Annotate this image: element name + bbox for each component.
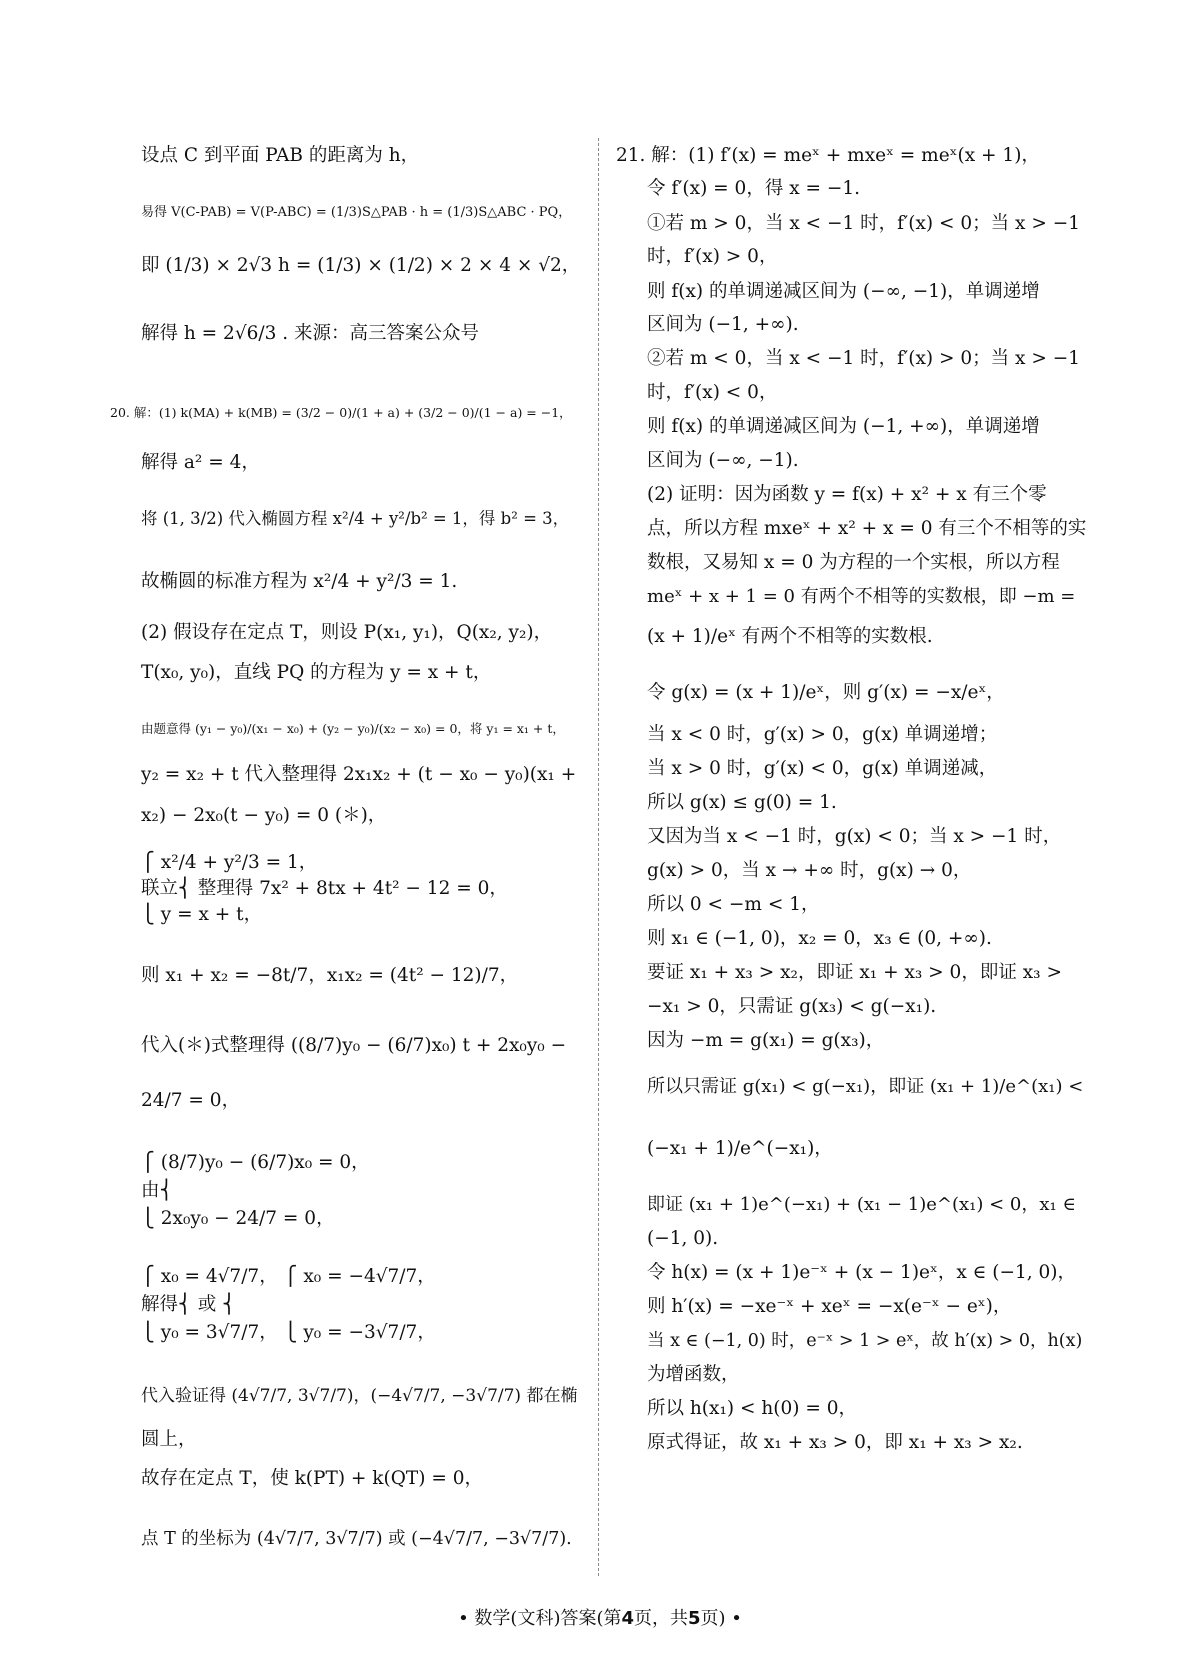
text-line: 则 f(x) 的单调递减区间为 (−1, +∞)，单调递增: [647, 416, 1040, 437]
text-line: 因为 −m = g(x₁) = g(x₃)，: [647, 1030, 885, 1051]
text-line: 易得 V(C-PAB) = V(P-ABC) = (1/3)S△PAB · h = (1/3)S△ABC · PQ，: [141, 205, 572, 220]
text-line: ⎧ (8/7)y₀ − (6/7)x₀ = 0，: [141, 1152, 370, 1173]
text-line: 联立⎨ 整理得 7x² + 8tx + 4t² − 12 = 0，: [141, 878, 508, 899]
text-line: ②若 m < 0，当 x < −1 时，f′(x) > 0；当 x > −1: [647, 348, 1080, 369]
text-line: ⎩ y = x + t，: [141, 904, 263, 925]
text-line: 所以 h(x₁) < h(0) = 0，: [647, 1398, 857, 1419]
text-line: 所以 g(x) ≤ g(0) = 1.: [647, 792, 837, 813]
text-line: 则 h′(x) = −xe⁻ˣ + xeˣ = −x(e⁻ˣ − eˣ)，: [647, 1296, 1012, 1317]
text-line: 故椭圆的标准方程为 x²/4 + y²/3 = 1.: [141, 571, 458, 592]
text-line: 原式得证，故 x₁ + x₃ > 0，即 x₁ + x₃ > x₂.: [647, 1432, 1023, 1453]
text-line: (−1, 0).: [647, 1228, 719, 1249]
right-column: [616, 128, 1086, 1580]
text-line: 则 x₁ + x₂ = −8t/7，x₁x₂ = (4t² − 12)/7，: [141, 965, 519, 986]
text-line: y₂ = x₂ + t 代入整理得 2x₁x₂ + (t − x₀ − y₀)(x₁ +: [141, 764, 577, 785]
text-line: 当 x ∈ (−1, 0) 时，e⁻ˣ > 1 > eˣ，故 h′(x) > 0，h(x): [647, 1331, 1083, 1351]
text-line: 令 f′(x) = 0，得 x = −1.: [647, 178, 861, 199]
text-line: 所以只需证 g(x₁) < g(−x₁)，即证 (x₁ + 1)/e^(x₁) <: [647, 1076, 1084, 1097]
text-line: ⎧ x₀ = 4√7/7， ⎧ x₀ = −4√7/7，: [141, 1266, 436, 1287]
footer-prefix: • 数学(文科)答案(第: [458, 1608, 622, 1629]
text-line: (x + 1)/eˣ 有两个不相等的实数根.: [647, 626, 933, 647]
text-line: 又因为当 x < −1 时，g(x) < 0；当 x > −1 时，: [647, 826, 1062, 847]
text-line: 设点 C 到平面 PAB 的距离为 h，: [141, 145, 420, 166]
text-line: meˣ + x + 1 = 0 有两个不相等的实数根，即 −m =: [647, 586, 1076, 607]
text-line: 时，f′(x) < 0，: [647, 382, 778, 403]
text-line: 代入验证得 (4√7/7, 3√7/7)，(−4√7/7, −3√7/7) 都在椭: [141, 1386, 578, 1406]
text-line: ⎩ y₀ = 3√7/7， ⎩ y₀ = −3√7/7，: [141, 1322, 436, 1343]
text-line: 所以 0 < −m < 1，: [647, 894, 820, 915]
text-line: 要证 x₁ + x₃ > x₂，即证 x₁ + x₃ > 0，即证 x₃ >: [647, 962, 1062, 983]
left-column: [110, 128, 580, 1580]
text-line: 由题意得 (y₁ − y₀)/(x₁ − x₀) + (y₂ − y₀)/(x₂ − x₀) = 0，将 y₁ = x₁ + t，: [141, 721, 565, 736]
text-line: 点 T 的坐标为 (4√7/7, 3√7/7) 或 (−4√7/7, −3√7/7).: [141, 1529, 572, 1549]
text-line: 24/7 = 0，: [141, 1090, 241, 1111]
text-line: 令 g(x) = (x + 1)/eˣ，则 g′(x) = −x/eˣ，: [647, 682, 1005, 703]
text-line: (−x₁ + 1)/e^(−x₁)，: [647, 1138, 833, 1159]
text-line: 当 x > 0 时，g′(x) < 0，g(x) 单调递减，: [647, 758, 998, 779]
text-line: 20. 解：(1) k(MA) + k(MB) = (3/2 − 0)/(1 + a) + (3/2 − 0)/(1 − a) = −1，: [110, 405, 572, 420]
text-line: (2) 假设存在定点 T，则设 P(x₁, y₁)，Q(x₂, y₂)，: [141, 622, 553, 643]
text-line: ①若 m > 0，当 x < −1 时，f′(x) < 0；当 x > −1: [647, 213, 1080, 234]
footer-suffix: 页) •: [700, 1608, 742, 1629]
text-line: 解得⎨ 或 ⎨: [141, 1294, 237, 1315]
page-footer: [0, 1604, 1200, 1630]
footer-middle: 页，共: [634, 1608, 689, 1629]
text-line: 则 x₁ ∈ (−1, 0)，x₂ = 0，x₃ ∈ (0, +∞).: [647, 928, 992, 949]
text-line: 将 (1, 3/2) 代入椭圆方程 x²/4 + y²/b² = 1，得 b² = 3，: [141, 509, 570, 528]
text-line: 代入(＊)式整理得 ((8/7)y₀ − (6/7)x₀) t + 2x₀y₀ −: [141, 1035, 567, 1056]
column-divider: [598, 138, 599, 1576]
text-line: T(x₀, y₀)，直线 PQ 的方程为 y = x + t，: [141, 662, 492, 683]
text-line: 即 (1/3) × 2√3 h = (1/3) × (1/2) × 2 × 4 × √2，: [141, 255, 581, 276]
text-line: x₂) − 2x₀(t − y₀) = 0 (＊)，: [141, 805, 387, 826]
text-line: 即证 (x₁ + 1)e^(−x₁) + (x₁ − 1)e^(x₁) < 0，x₁ ∈: [647, 1194, 1076, 1215]
text-line: 令 h(x) = (x + 1)e⁻ˣ + (x − 1)eˣ，x ∈ (−1, 0)，: [647, 1262, 1076, 1283]
text-line: 由⎨: [141, 1180, 174, 1201]
text-line: 圆上，: [141, 1429, 197, 1450]
text-line: 时，f′(x) > 0，: [647, 246, 778, 267]
text-line: 故存在定点 T，使 k(PT) + k(QT) = 0，: [141, 1468, 483, 1489]
text-line: −x₁ > 0，只需证 g(x₃) < g(−x₁).: [647, 996, 937, 1017]
text-line: 当 x < 0 时，g′(x) > 0，g(x) 单调递增；: [647, 724, 998, 745]
text-line: 21. 解：(1) f′(x) = meˣ + mxeˣ = meˣ(x + 1)，: [616, 145, 1040, 166]
footer-page-number: 4: [621, 1608, 635, 1629]
text-line: 区间为 (−1, +∞).: [647, 314, 799, 335]
text-line: 解得 a² = 4，: [141, 452, 260, 473]
text-line: (2) 证明：因为函数 y = f(x) + x² + x 有三个零: [647, 484, 1047, 505]
text-line: 区间为 (−∞, −1).: [647, 450, 799, 471]
text-line: ⎩ 2x₀y₀ − 24/7 = 0，: [141, 1208, 335, 1229]
text-line: ⎧ x²/4 + y²/3 = 1，: [141, 852, 318, 873]
footer-total-pages: 5: [688, 1608, 701, 1629]
text-line: 为增函数，: [647, 1364, 740, 1385]
text-line: 点，所以方程 mxeˣ + x² + x = 0 有三个不相等的实: [647, 518, 1087, 539]
text-line: 则 f(x) 的单调递减区间为 (−∞, −1)，单调递增: [647, 281, 1040, 302]
text-line: 数根，又易知 x = 0 为方程的一个实根，所以方程: [647, 552, 1060, 573]
text-line: g(x) > 0，当 x → +∞ 时，g(x) → 0，: [647, 860, 972, 881]
text-line: 解得 h = 2√6/3 . 来源：高三答案公众号: [141, 323, 480, 344]
